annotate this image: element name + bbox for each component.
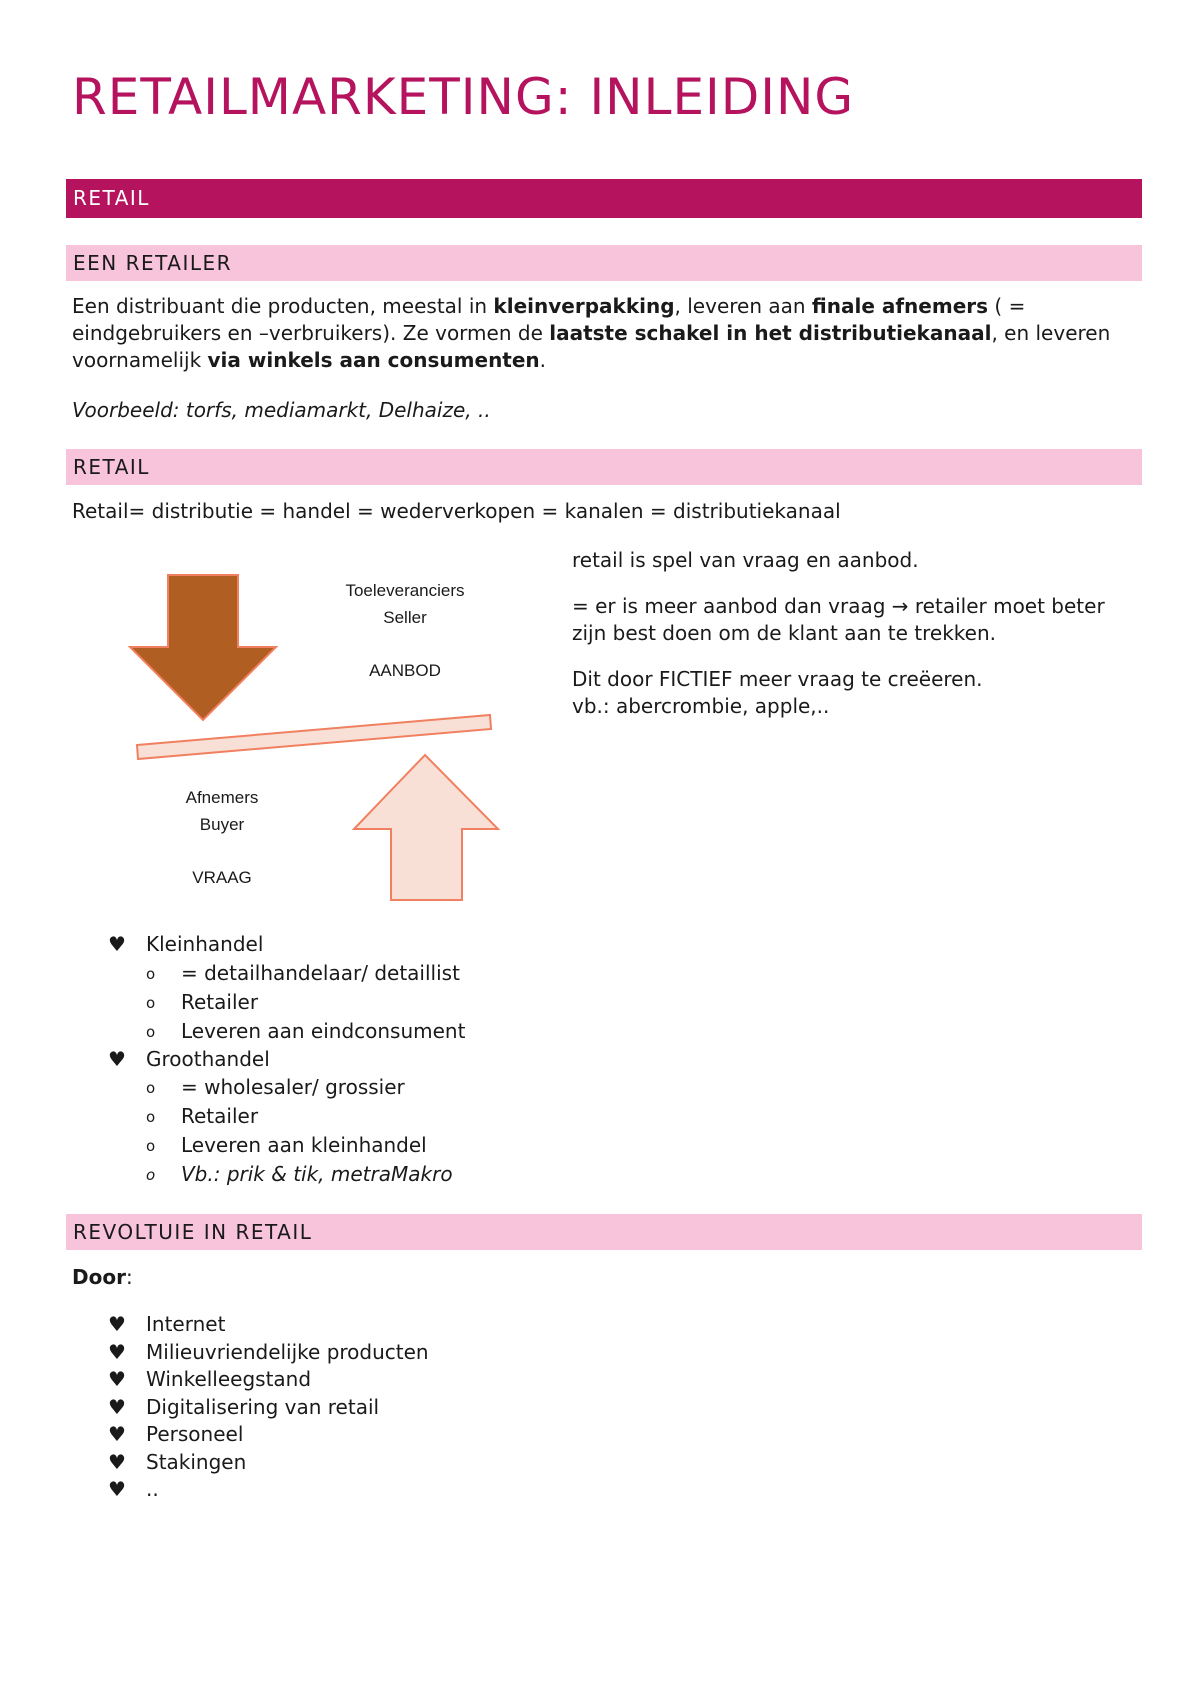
circle-bullet-icon: o	[146, 1166, 156, 1184]
explain-line: zijn best doen om de klant aan te trekken.	[572, 621, 997, 645]
explain-line: Dit door FICTIEF meer vraag te creëeren.	[572, 667, 983, 691]
heart-bullet-icon: ♥	[108, 1422, 126, 1446]
example-text: Voorbeeld: torfs, mediamarkt, Delhaize, ..	[72, 398, 491, 422]
list-item	[108, 1476, 429, 1504]
supply-down-arrow	[130, 575, 276, 720]
sub-list-item	[108, 988, 465, 1017]
balance-beam	[137, 715, 491, 759]
definition-text: .	[539, 348, 547, 372]
list-item	[108, 1449, 429, 1477]
list-item-label: Kleinhandel	[146, 932, 264, 956]
heart-bullet-icon: ♥	[108, 1339, 126, 1364]
list-item	[108, 931, 465, 1046]
seller-label: Seller	[383, 608, 427, 627]
sub-list-item-label: Leveren aan kleinhandel	[181, 1133, 427, 1157]
sub-list	[108, 1073, 465, 1189]
list-item-label: Groothandel	[146, 1046, 270, 1071]
door-label-bold: Door	[72, 1265, 126, 1289]
circle-bullet-icon: o	[146, 993, 156, 1012]
sub-list-item	[108, 1017, 465, 1046]
sub-list-item-label: = detailhandelaar/ detaillist	[181, 960, 460, 985]
sub-list-item-label: Vb.: prik & tik, metraMakro	[181, 1162, 453, 1186]
list-item-label: Personeel	[146, 1422, 244, 1446]
list-item-label: Milieuvriendelijke producten	[146, 1339, 429, 1364]
heart-bullet-icon: ♥	[108, 1394, 126, 1419]
circle-bullet-icon: o	[146, 1108, 156, 1126]
retail-equation: Retail= distributie = handel = wederverkopen = kanalen = distributiekanaal	[72, 499, 841, 523]
list-item-label: ..	[146, 1477, 159, 1501]
subsection-header-retail: RETAIL	[66, 449, 1142, 485]
sub-list	[108, 959, 465, 1046]
definition-text: ( =	[988, 294, 1026, 318]
sub-list-item	[108, 1073, 465, 1102]
explain-line: = er is meer aanbod dan vraag → retailer moet beter	[572, 594, 1105, 618]
definition-text: voornamelijk	[72, 348, 208, 372]
list-item-label: Stakingen	[146, 1449, 247, 1474]
circle-bullet-icon: o	[146, 1022, 156, 1041]
section-header-retail: RETAIL	[66, 179, 1142, 218]
heart-bullet-icon: ♥	[108, 1449, 126, 1474]
sub-list-item	[108, 1102, 465, 1131]
explain-line: vb.: abercrombie, apple,..	[572, 694, 830, 718]
trade-list	[108, 931, 465, 1189]
subsection-header-een-retailer: EEN RETAILER	[66, 245, 1142, 281]
definition-bold: laatste schakel in het distributiekanaal	[549, 321, 992, 345]
definition-bold: finale afnemers	[811, 294, 989, 318]
buyer-label: Afnemers	[185, 788, 259, 807]
sub-list-item	[108, 1160, 465, 1189]
circle-bullet-icon: o	[146, 964, 156, 983]
definition-bold: via winkels aan consumenten	[207, 348, 540, 372]
heart-bullet-icon: ♥	[108, 1046, 126, 1071]
list-item	[108, 1339, 429, 1367]
heart-bullet-icon: ♥	[108, 1367, 126, 1391]
buyer-role-label: Buyer	[199, 815, 245, 834]
heart-bullet-icon: ♥	[108, 1477, 126, 1501]
circle-bullet-icon: o	[146, 1079, 156, 1097]
supplier-label: Toeleveranciers	[345, 581, 465, 600]
definition-text: Een distribuant die producten, meestal in	[72, 294, 494, 318]
page-title: RETAILMARKETING: INLEIDING	[72, 68, 855, 126]
subsection-header-revolutie: REVOLTUIE IN RETAIL	[66, 1214, 1142, 1250]
supply-demand-diagram	[118, 560, 508, 910]
list-item	[108, 1046, 465, 1190]
door-label	[72, 1264, 133, 1291]
list-item	[108, 1311, 429, 1339]
list-item	[108, 1421, 429, 1449]
definition-bold: kleinverpakking	[493, 294, 675, 318]
sub-list-item	[108, 959, 465, 988]
list-item-label: Winkelleegstand	[146, 1367, 312, 1391]
sub-list-item-label: Retailer	[181, 989, 259, 1014]
revolution-list	[108, 1311, 429, 1504]
sub-list-item	[108, 1131, 465, 1160]
list-item-label: Internet	[146, 1312, 226, 1336]
sub-list-item-label: Retailer	[181, 1104, 259, 1128]
heart-bullet-icon: ♥	[108, 1312, 126, 1336]
definition-text: , en leveren	[991, 321, 1111, 345]
definition-paragraph	[72, 293, 1110, 374]
definition-text: , leveren aan	[674, 294, 812, 318]
explain-line: retail is spel van vraag en aanbod.	[572, 548, 919, 572]
circle-bullet-icon: o	[146, 1137, 156, 1155]
definition-text: eindgebruikers en –verbruikers). Ze vormen de	[72, 321, 550, 345]
list-item	[108, 1366, 429, 1394]
list-item-label: Digitalisering van retail	[146, 1394, 380, 1419]
demand-up-arrow	[354, 755, 498, 900]
heart-bullet-icon: ♥	[108, 932, 126, 956]
vraag-label: VRAAG	[192, 868, 252, 887]
sub-list-item-label: = wholesaler/ grossier	[181, 1075, 405, 1099]
sub-list-item-label: Leveren aan eindconsument	[181, 1018, 466, 1043]
list-item	[108, 1394, 429, 1422]
aanbod-label: AANBOD	[369, 661, 441, 680]
door-colon: :	[125, 1265, 133, 1289]
